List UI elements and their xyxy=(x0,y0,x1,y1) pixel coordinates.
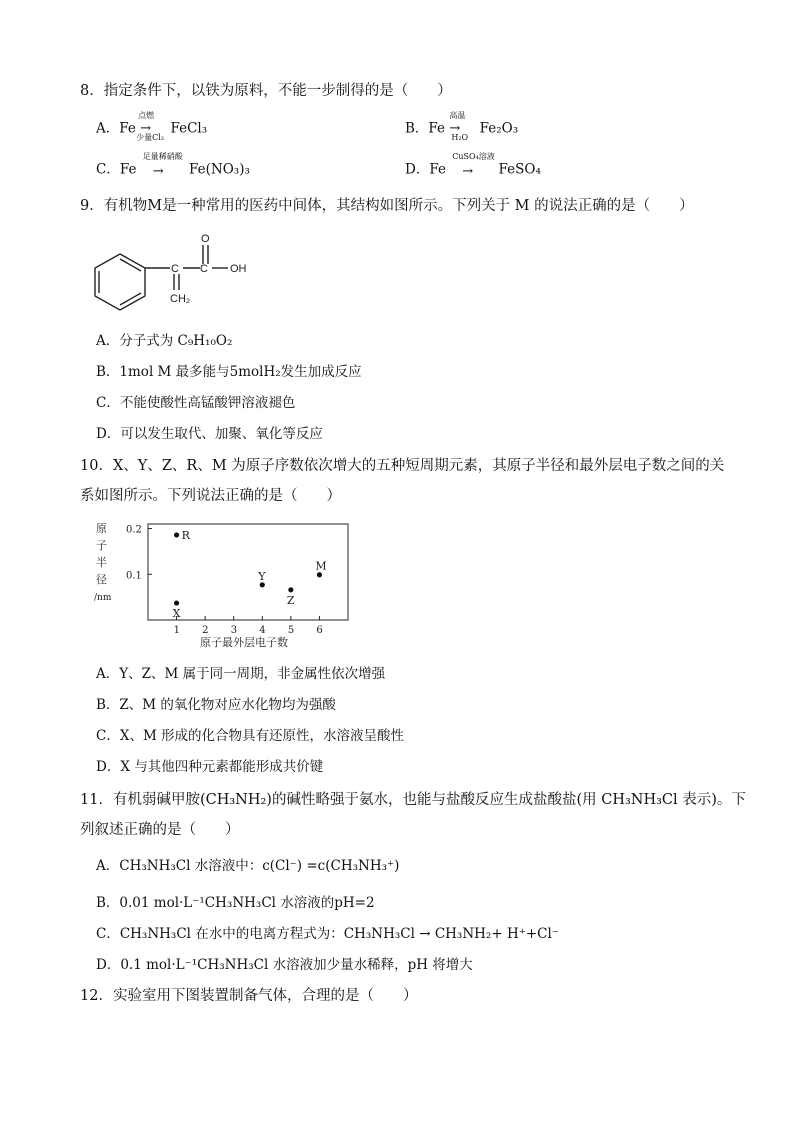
q10-option-a[interactable]: A．Y、Z、M 属于同一周期，非金属性依次增强 xyxy=(96,666,386,682)
arrow-icon: → xyxy=(449,121,461,136)
q11-option-d[interactable]: D．0.1 mol·L⁻¹CH₃NH₃Cl 水溶液加少量水稀释，pH 将增大 xyxy=(96,957,473,973)
q8-c-condition-top: 足量稀硝酸 xyxy=(142,152,183,161)
atom-o: O xyxy=(201,233,210,245)
point-label-r: R xyxy=(181,528,190,542)
atom-c1: C xyxy=(171,263,179,275)
q11-stem-line1: 11．有机弱碱甲胺(CH₃NH₂)的碱性略强于氨水，也能与盐酸反应生成盐酸盐(用 CH₃NH₃Cl 表示)。下 xyxy=(80,792,746,808)
q8-a-arrow xyxy=(136,111,166,142)
q9-option-d[interactable]: D．可以发生取代、加聚、氧化等反应 xyxy=(96,426,323,442)
q8-a-product: FeCl₃ xyxy=(170,120,208,137)
q10-stem-line1: 10．X、Y、Z、R、M 为原子序数依次增大的五种短周期元素，其原子半径和最外层电子数之间的关 xyxy=(80,458,725,474)
x-tick-label: 4 xyxy=(259,625,266,636)
q8-b-product: Fe₂O₃ xyxy=(479,120,519,137)
atom-oh: OH xyxy=(230,263,247,275)
q8-option-b[interactable] xyxy=(405,111,519,142)
point-label-x: X xyxy=(172,607,181,621)
q8-b-condition-top: 高温 xyxy=(449,111,466,120)
q8-b-condition-bottom: H₂O xyxy=(451,133,469,142)
y-label-char: 半 xyxy=(96,556,107,569)
q11-stem-line2: 列叙述正确的是（ ） xyxy=(80,822,240,838)
arrow-icon: → xyxy=(462,164,474,179)
atom-ch2: CH₂ xyxy=(170,293,191,305)
q8-c-label: C．Fe xyxy=(96,161,137,178)
q8-a-label: A．Fe xyxy=(96,120,136,137)
y-axis-label xyxy=(94,522,112,603)
q8-d-arrow xyxy=(450,152,495,179)
q8-option-d[interactable] xyxy=(405,152,541,179)
atom-c2: C xyxy=(200,263,208,275)
q8-option-a[interactable] xyxy=(96,111,208,142)
q11-option-b[interactable]: B．0.01 mol·L⁻¹CH₃NH₃Cl 水溶液的pH=2 xyxy=(96,895,375,911)
q11-option-a[interactable]: A．CH₃NH₃Cl 水溶液中：c(Cl⁻) =c(CH₃NH₃⁺) xyxy=(96,858,400,874)
q8-c-arrow xyxy=(141,152,185,179)
q9-structure-diagram xyxy=(90,228,260,314)
q8-a-condition-top: 点燃 xyxy=(138,111,155,120)
q8-stem: 8．指定条件下，以铁为原料，不能一步制得的是（ ） xyxy=(80,83,452,99)
q10-scatter-chart xyxy=(90,518,360,653)
y-label-char: /nm xyxy=(94,593,112,603)
q12-stem: 12．实验室用下图装置制备气体，合理的是（ ） xyxy=(80,988,418,1004)
q8-d-condition-top: CuSO₄溶液 xyxy=(452,152,495,161)
x-tick-label: 3 xyxy=(230,625,238,636)
q8-b-arrow xyxy=(449,111,475,142)
q8-b-label: B．Fe xyxy=(405,120,446,137)
q9-stem: 9．有机物M是一种常用的医药中间体，其结构如图所示。下列关于 M 的说法正确的是（ ） xyxy=(80,198,694,214)
q10-stem-line2: 系如图所示。下列说法正确的是（ ） xyxy=(80,488,341,504)
point-label-z: Z xyxy=(286,593,295,607)
x-tick-label: 2 xyxy=(202,625,209,636)
x-ticks xyxy=(174,616,323,636)
q9-option-a[interactable]: A．分子式为 C₉H₁₀O₂ xyxy=(96,333,233,349)
point-label-y: Y xyxy=(258,569,266,583)
benzene-ring xyxy=(95,254,145,310)
arrow-icon: → xyxy=(140,121,152,136)
y-label-char: 径 xyxy=(96,573,107,586)
x-tick-label: 6 xyxy=(316,625,323,636)
q8-c-product: Fe(NO₃)₃ xyxy=(189,161,250,178)
y-label-char: 原 xyxy=(96,522,107,535)
q10-option-b[interactable]: B．Z、M 的氧化物对应水化物均为强酸 xyxy=(96,697,336,713)
x-tick-label: 1 xyxy=(173,625,180,636)
q8-d-label: D．Fe xyxy=(405,161,446,178)
point-m xyxy=(317,572,322,577)
q8-a-condition-bottom: 少量Cl₂ xyxy=(136,133,165,142)
y-tick-label: 0.1 xyxy=(126,570,142,582)
y-tick-label: 0.2 xyxy=(126,524,142,536)
arrow-icon: → xyxy=(152,164,164,179)
point-y xyxy=(260,582,265,587)
q11-option-c[interactable]: C．CH₃NH₃Cl 在水中的电离方程式为：CH₃NH₃Cl → CH₃NH₂+ H⁺+Cl⁻ xyxy=(96,926,559,942)
q8-d-product: FeSO₄ xyxy=(498,161,541,178)
q9-option-c[interactable]: C．不能使酸性高锰酸钾溶液褪色 xyxy=(96,395,296,411)
point-r xyxy=(174,532,179,537)
q8-option-c[interactable] xyxy=(96,152,250,179)
q10-option-d[interactable]: D．X 与其他四种元素都能形成共价键 xyxy=(96,759,324,775)
point-z xyxy=(288,587,293,592)
x-axis-label: 原子最外层电子数 xyxy=(200,636,288,649)
point-label-m: M xyxy=(315,559,327,573)
x-tick-label: 5 xyxy=(287,625,295,636)
data-points xyxy=(173,529,327,620)
q10-option-c[interactable]: C．X、M 形成的化合物具有还原性，水溶液呈酸性 xyxy=(96,728,405,744)
y-label-char: 子 xyxy=(96,539,107,552)
q9-option-b[interactable]: B．1mol M 最多能与5molH₂发生加成反应 xyxy=(96,364,362,380)
point-x xyxy=(174,600,179,605)
